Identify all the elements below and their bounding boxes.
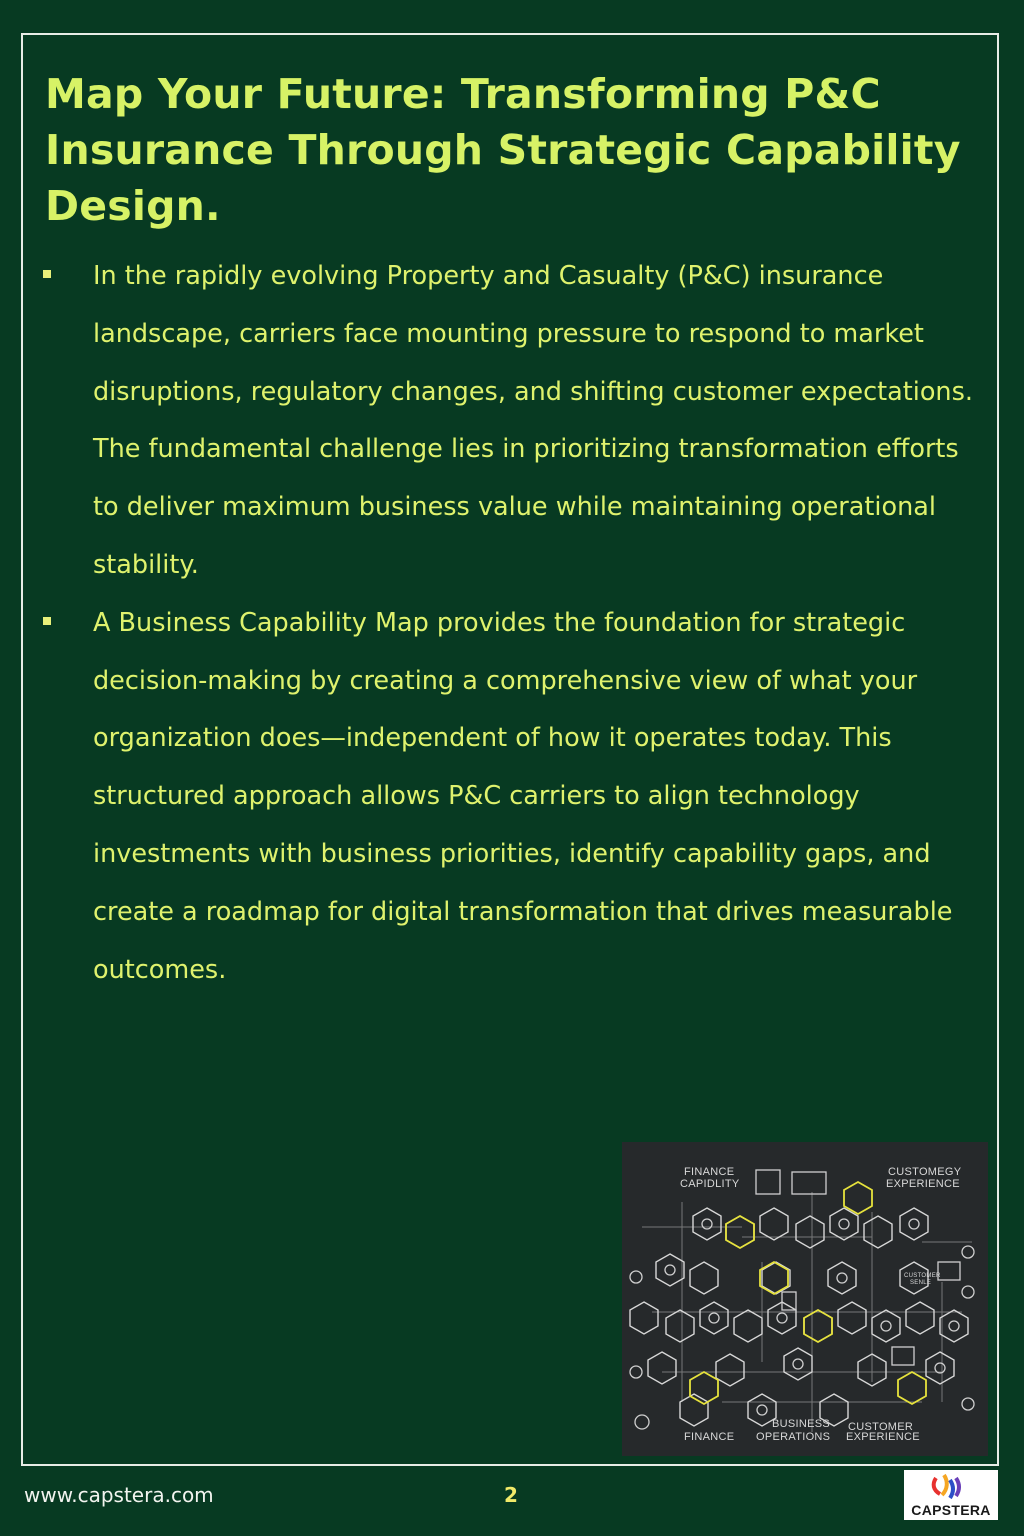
capstera-logo-mark-icon bbox=[904, 1470, 998, 1504]
page-title: Map Your Future: Transforming P&C Insurance Through Strategic Capability Design. bbox=[45, 70, 961, 230]
logo-wordmark: CAPSTERA bbox=[911, 1502, 991, 1518]
footer-url: www.capstera.com bbox=[24, 1483, 214, 1507]
bullet-item bbox=[40, 595, 990, 1000]
bullet-text: In the rapidly evolving Property and Casualty (P&C) insurance landscape, carriers face mounting pressure to respond to market disruptions, regulatory changes, and shifting customer expectations. The fundamental challenge lies in prioritizing transformation efforts to deliver maximum business value while maintaining operational stability. bbox=[93, 261, 973, 580]
bullet-text: A Business Capability Map provides the foundation for strategic decision-making by creating a comprehensive view of what your organization does—independent of how it operates today. This structured approach allows P&C carriers to align technology investments with business priorities, identify capability gaps, and create a roadmap for digital transformation that drives measurable outcomes. bbox=[93, 607, 953, 985]
square-bullet-icon bbox=[43, 270, 51, 278]
label-customegy: CUSTOMEGY bbox=[888, 1166, 962, 1178]
capstera-logo bbox=[904, 1470, 998, 1520]
bullet-item bbox=[40, 248, 990, 595]
label-operations: OPERATIONS bbox=[756, 1431, 831, 1443]
square-bullet-icon bbox=[43, 617, 51, 625]
label-experience-top: EXPERIENCE bbox=[886, 1178, 960, 1190]
bullet-list bbox=[40, 248, 990, 999]
page-number: 2 bbox=[504, 1483, 518, 1507]
label-customer-small: CUSTOMER bbox=[904, 1273, 941, 1279]
label-finance-top: FINANCE bbox=[684, 1166, 735, 1178]
label-business: BUSINESS bbox=[772, 1418, 831, 1430]
label-finance-bottom: FINANCE bbox=[684, 1431, 735, 1443]
label-experience-bottom: EXPERIENCE bbox=[846, 1431, 920, 1443]
capability-map-illustration bbox=[622, 1142, 988, 1456]
label-capidlity: CAPIDLITY bbox=[680, 1178, 740, 1190]
capability-network-graphic bbox=[622, 1142, 988, 1456]
label-senle-small: SENLE bbox=[910, 1280, 932, 1286]
label-customer-bottom: CUSTOMER bbox=[848, 1421, 914, 1433]
